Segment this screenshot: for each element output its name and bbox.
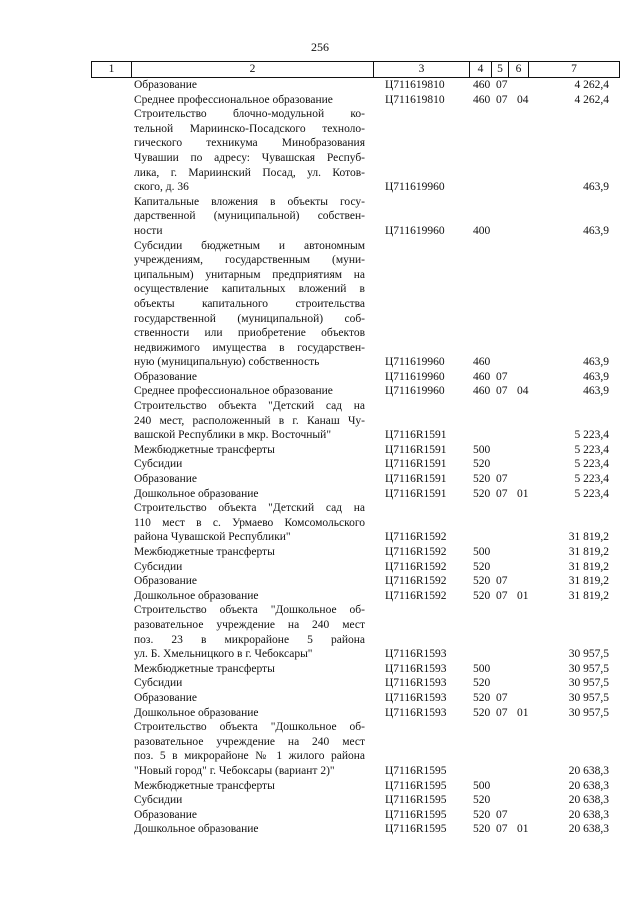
table-header [91,61,620,78]
row-code: Ц711619960 [385,385,445,398]
row-sum: 463,9 [583,385,609,398]
row-name [134,472,365,487]
table-row [0,691,640,706]
table-row [0,239,640,370]
table-row [0,399,640,443]
row-code: Ц711619810 [385,79,445,91]
row-section: 07 [496,487,508,500]
table-row [0,107,640,195]
row-subsection: 01 [517,706,529,719]
row-section: 07 [496,691,508,704]
row-code: Ц7116R1592 [385,546,447,558]
row-name-line: Образование [134,808,198,821]
row-name-line: Дошкольное образование [134,823,259,836]
header-col-7: 7 [528,62,620,77]
row-code: Ц7116R1591 [385,429,447,442]
row-name [134,487,365,502]
row-code: Ц7116R1595 [385,808,447,821]
row-name-line: Субсидии [134,458,183,471]
row-expense-type: 460 [473,356,491,369]
row-section: 07 [496,589,508,602]
row-name-line: Капитальные вложения в объекты госу- [134,195,365,208]
row-name-line: Субсидии [134,560,183,573]
row-name [134,78,365,93]
row-name-line: недвижимого имущества в государствен- [134,341,365,354]
row-sum: 31 819,2 [568,575,609,588]
row-name-line: Образование [134,691,198,704]
row-name [134,676,365,691]
row-name [134,691,365,706]
row-name-line: "Новый город" г. Чебоксары (вариант 2)" [134,764,335,777]
row-code: Ц7116R1592 [385,589,447,602]
row-section: 07 [496,385,508,398]
header-col-5: 5 [491,62,508,77]
row-name-line: поз. 5 в микрорайоне № 1 жилого района [134,750,365,763]
row-expense-type: 520 [473,823,491,836]
table-row [0,443,640,458]
row-section: 07 [496,808,508,821]
row-expense-type: 520 [473,473,491,486]
row-sum: 20 638,3 [568,794,609,807]
row-name [134,239,365,370]
row-code: Ц7116R1595 [385,794,447,807]
table-row [0,195,640,239]
row-code: Ц7116R1593 [385,706,447,719]
row-sum: 30 957,5 [568,691,609,704]
row-name-line: 240 мест, расположенный в г. Канаш Чу- [134,414,365,427]
row-name [134,706,365,721]
row-expense-type: 500 [473,779,491,792]
row-name [134,107,365,195]
row-code: Ц7116R1592 [385,560,447,573]
table-row [0,472,640,487]
row-expense-type: 520 [473,575,491,588]
row-code: Ц711619960 [385,181,445,194]
row-expense-type: 520 [473,808,491,821]
row-sum: 5 223,4 [574,458,609,471]
row-name-line: Субсидии [134,677,183,690]
row-name-line: Дошкольное образование [134,706,259,719]
row-name-line: Чувашии по адресу: Чувашская Респуб- [134,151,365,164]
row-code: Ц7116R1595 [385,779,447,792]
row-expense-type: 520 [473,677,491,690]
row-sum: 5 223,4 [574,429,609,442]
row-name-line: Межбюджетные трансферты [134,779,275,792]
table-row [0,93,640,108]
row-sum: 5 223,4 [574,443,609,456]
row-code: Ц7116R1593 [385,677,447,690]
table-row [0,793,640,808]
row-name-line: ственности или приобретение объектов [134,327,365,340]
row-subsection: 01 [517,487,529,500]
row-name [134,93,365,108]
row-code: Ц7116R1591 [385,473,447,486]
row-name-line: Образование [134,575,198,588]
table-row [0,78,640,93]
row-section: 07 [496,823,508,836]
row-name [134,720,365,778]
row-name [134,370,365,385]
row-name-line: поз. 23 в микрорайоне 5 района [134,633,365,646]
row-sum: 4 262,4 [574,79,609,91]
row-sum: 31 819,2 [568,589,609,602]
row-code: Ц7116R1593 [385,648,447,661]
row-sum: 5 223,4 [574,487,609,500]
row-section: 07 [496,575,508,588]
row-code: Ц711619960 [385,370,445,383]
row-name-line: ул. Б. Хмельницкого в г. Чебоксары" [134,648,313,661]
table-row [0,574,640,589]
row-section: 07 [496,370,508,383]
table-row [0,560,640,575]
table-body [0,78,640,837]
row-name-line: Строительство объекта "Дошкольное об- [134,604,365,617]
table-row [0,676,640,691]
row-code: Ц7116R1592 [385,531,447,544]
row-name-line: разовательное учреждение на 240 мест [134,618,365,631]
row-subsection: 01 [517,589,529,602]
row-code: Ц711619960 [385,224,445,237]
row-name-line: Строительство объекта "Детский сад на [134,502,365,515]
table-row [0,779,640,794]
row-name-line: Субсидии [134,794,183,807]
row-name-line: гического техникума Минобразования [134,137,365,150]
row-sum: 30 957,5 [568,662,609,675]
row-expense-type: 520 [473,589,491,602]
row-name-line: дарственной (муниципальной) собствен- [134,210,365,223]
row-name-line: осуществление капитальных вложений в [134,283,365,296]
table-row [0,487,640,502]
row-expense-type: 460 [473,93,491,106]
row-code: Ц7116R1591 [385,458,447,471]
row-name-line: ского, д. 36 [134,181,189,194]
row-code: Ц7116R1591 [385,443,447,456]
row-name-line: объекты капитального строительства [134,297,365,310]
row-name-line: Межбюджетные трансферты [134,662,275,675]
row-expense-type: 520 [473,706,491,719]
row-name-line: ную (муниципальную) собственность [134,356,320,369]
row-name-line: государственной (муниципальной) соб- [134,312,365,325]
table-row [0,808,640,823]
row-name-line: ности [134,224,163,237]
row-name-line: Среднее профессиональное образование [134,93,333,106]
row-name-line: лика, г. Мариинский Посад, ул. Котов- [134,166,365,179]
row-name-line: вашской Республики в мкр. Восточный" [134,429,332,442]
row-name [134,560,365,575]
row-expense-type: 400 [473,224,491,237]
row-name-line: Дошкольное образование [134,487,259,500]
row-name [134,589,365,604]
row-expense-type: 500 [473,662,491,675]
row-name [134,457,365,472]
row-sum: 31 819,2 [568,560,609,573]
row-name-line: ципальным) унитарным предприятиям на [134,268,365,281]
row-expense-type: 520 [473,560,491,573]
row-sum: 30 957,5 [568,706,609,719]
row-sum: 20 638,3 [568,764,609,777]
row-expense-type: 500 [473,546,491,558]
row-sum: 30 957,5 [568,677,609,690]
row-name-line: Образование [134,473,198,486]
row-name-line: Субсидии бюджетным и автономным [134,239,365,252]
row-sum: 31 819,2 [568,531,609,544]
table-row [0,822,640,837]
row-expense-type: 520 [473,458,491,471]
row-name-line: Строительство блочно-модульной ко- [134,108,365,121]
row-name [134,384,365,399]
row-sum: 463,9 [583,370,609,383]
row-name [134,603,365,661]
table-row [0,545,640,560]
row-expense-type: 520 [473,487,491,500]
row-expense-type: 520 [473,691,491,704]
row-expense-type: 520 [473,794,491,807]
row-name [134,443,365,458]
table-row [0,370,640,385]
row-subsection: 04 [517,385,529,398]
row-name [134,574,365,589]
row-name [134,195,365,239]
header-col-6: 6 [508,62,528,77]
row-expense-type: 460 [473,79,491,91]
row-name-line: Среднее профессиональное образование [134,385,333,398]
row-code: Ц7116R1595 [385,764,447,777]
row-name [134,501,365,545]
row-sum: 463,9 [583,181,609,194]
row-section: 07 [496,706,508,719]
row-name-line: разовательное учреждение на 240 мест [134,735,365,748]
row-code: Ц7116R1591 [385,487,447,500]
row-sum: 20 638,3 [568,779,609,792]
row-code: Ц7116R1592 [385,575,447,588]
row-name-line: Межбюджетные трансферты [134,546,275,558]
row-name-line: района Чувашской Республики" [134,531,291,544]
row-name-line: Строительство объекта "Детский сад на [134,400,365,413]
row-section: 07 [496,473,508,486]
row-code: Ц7116R1593 [385,691,447,704]
header-col-3: 3 [373,62,469,77]
row-code: Ц711619960 [385,356,445,369]
row-name [134,662,365,677]
row-name [134,822,365,837]
row-name-line: Образование [134,79,198,91]
table-row [0,706,640,721]
table-row [0,589,640,604]
row-section: 07 [496,93,508,106]
row-sum: 30 957,5 [568,648,609,661]
table-row [0,662,640,677]
row-name-line: Строительство объекта "Дошкольное об- [134,721,365,734]
row-section: 07 [496,79,508,91]
row-name [134,793,365,808]
row-name [134,399,365,443]
row-expense-type: 500 [473,443,491,456]
row-name-line: учреждениям, государственным (муни- [134,254,365,267]
row-subsection: 04 [517,93,529,106]
row-sum: 463,9 [583,356,609,369]
table-row [0,720,640,778]
row-subsection: 01 [517,823,529,836]
row-sum: 20 638,3 [568,823,609,836]
row-expense-type: 460 [473,370,491,383]
row-name-line: тельной Мариинско-Посадского техноло- [134,122,365,135]
row-name [134,808,365,823]
row-sum: 463,9 [583,224,609,237]
row-name-line: Дошкольное образование [134,589,259,602]
table-row [0,603,640,661]
header-col-2: 2 [131,62,373,77]
row-code: Ц711619810 [385,93,445,106]
row-name [134,779,365,794]
row-code: Ц7116R1595 [385,823,447,836]
table-row [0,501,640,545]
row-expense-type: 460 [473,385,491,398]
row-sum: 5 223,4 [574,473,609,486]
row-sum: 31 819,2 [568,546,609,558]
header-col-4: 4 [469,62,491,77]
row-code: Ц7116R1593 [385,662,447,675]
table-row [0,457,640,472]
row-sum: 20 638,3 [568,808,609,821]
row-name-line: Образование [134,370,198,383]
row-sum: 4 262,4 [574,93,609,106]
page-number: 256 [311,40,329,54]
table-row [0,384,640,399]
row-name [134,545,365,560]
row-name-line: 110 мест в с. Урмаево Комсомольского [134,516,365,529]
header-col-1: 1 [91,62,131,77]
row-name-line: Межбюджетные трансферты [134,443,275,456]
